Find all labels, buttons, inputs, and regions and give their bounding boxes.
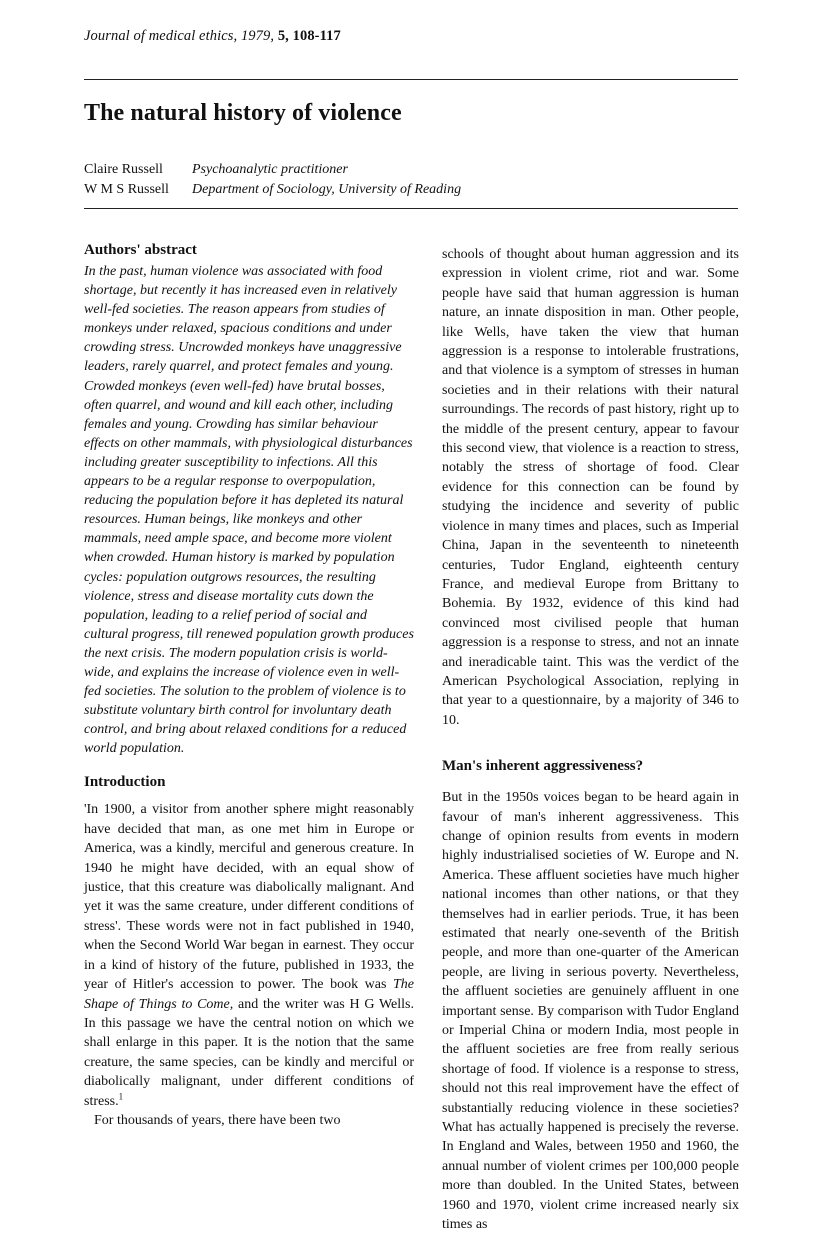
book-title: The Shape of Things to Come, [84,977,414,1012]
author-row [84,180,461,200]
introduction-paragraph [84,800,414,1111]
left-column [84,240,414,1130]
author-affiliation: Department of Sociology, University of Reading [192,182,462,197]
author-name: W M S Russell [84,182,169,197]
section-heading-aggressiveness: Man's inherent aggressiveness? [442,758,644,775]
journal-year: 1979, [240,28,275,44]
intro-text-part1: 'In 1900, a visitor from another sphere might reasonably have decided that man, as one met him in Europe or America, was a kindly, merciful and generous creature. In 1940 he might have decided, with an equal show of justice, that this creature was diabolically malignant. And yet it was the same creature, under different conditions of stress'. These words were not in fact published in 1940, when the Second World War began in earnest. They occur in a kind of history of the future, published in 1933, the year of Hitler's accession to power. The book was [84,802,414,993]
reference-marker: 1 [118,1090,124,1101]
top-divider [84,79,738,80]
author-affiliation: Psychoanalytic practitioner [192,162,348,177]
journal-volume: 5, [277,28,289,44]
abstract-heading: Authors' abstract [84,242,197,258]
header-divider [84,208,738,209]
introduction-paragraph-2: For thousands of years, there have been two [94,1112,341,1128]
article-title: The natural history of violence [84,100,402,126]
journal-citation [84,28,341,45]
intro-text-part2: and the writer was H G Wells. In this passage we have the central notion on which we shall enlarge in this paper. It is the notion that the same creature, the same species, can be kindly and merciful or diabolically malignant, under different conditions of stress. [84,996,414,1109]
author-block [84,160,461,200]
journal-pages: 108-117 [292,28,341,44]
author-name: Claire Russell [84,162,163,177]
right-column [442,245,739,1235]
introduction-heading: Introduction [84,774,166,791]
abstract-text: In the past, human violence was associated with food shortage, but recently it has increased even in relatively well-fed societies. The reason appears from studies of monkeys under relaxed, spacious conditions and under crowding stress. Uncrowded monkeys have unaggressive leaders, rarely quarrel, and protect females and young. Crowded monkeys (even well-fed) have brutal bosses, often quarrel, and wound and kill each other, including females and young. Crowding has similar behaviour effects on other mammals, with physiological disturbances including greater susceptibility to infections. All this appears to be a regular response to overpopulation, reducing the population before it has depleted its natural resources. Human beings, like monkeys and other mammals, need ample space, and become more violent when crowded. Human history is marked by population cycles: population outgrows resources, the resulting violence, stress and disease mortality cuts down the population, leading to a relief period of social and cultural progress, till renewed population growth produces the next crisis. The modern population crisis is world-wide, and explains the increase of violence even in well-fed societies. The solution to the problem of violence is to substitute voluntary birth control for involuntary death control, and bring about relaxed conditions for a reduced world population. [84,264,414,757]
journal-name: Journal of medical ethics, [84,28,238,44]
continuation-paragraph: schools of thought about human aggression and its expression in violent crime, riot and war. Some people have said that human aggression is human nature, an innate disposition in man. Other people, like Wells, have taken the view that human aggression is a response to intolerable frustrations, and that violence is a symptom of stresses in human societies and in their relations with their natural surroundings. The records of past history, right up to the middle of the present century, appear to favour this second view, that violence is a reaction to stress, notably the stress of shortage of food. Clear evidence for this connection can be found by studying the incidence and severity of public violence in many times and places, such as Imperial China, Japan in the seventeenth to nineteenth centuries, Tudor England, eighteenth century France, and medieval Europe from Brittany to Bohemia. By 1932, evidence of this kind had convinced most civilised people that human aggression is a response to stress, and not an innate and ineradicable taint. This was the verdict of the American Psychological Association, replying in that year to a questionnaire, by a majority of 346 to 10. [442,247,739,728]
author-row [84,160,461,180]
section-paragraph: But in the 1950s voices began to be heard again in favour of man's inherent aggressiveness. This change of opinion results from events in modern highly industrialised societies of W. Europe and N. America. These affluent societies have much higher national incomes than other nations, or that they themselves had in earlier periods. True, it has been estimated that nearly one-seventh of the British people, and more than one-quarter of the American people, are living in serious poverty. Nevertheless, the affluent societies are genuinely affluent in one important sense. By comparison with Tudor England or Imperial China or modern India, most people in the affluent societies are free from really serious shortage of food. If violence is a response to stress, should not this real improvement have the effect of substantially reducing violence in these societies? What has actually happened is precisely the reverse. In England and Wales, between 1950 and 1960, the annual number of violent crimes per 100,000 people more than doubled. In the United States, between 1960 and 1970, violent crime increased nearly six times as [442,790,739,1233]
